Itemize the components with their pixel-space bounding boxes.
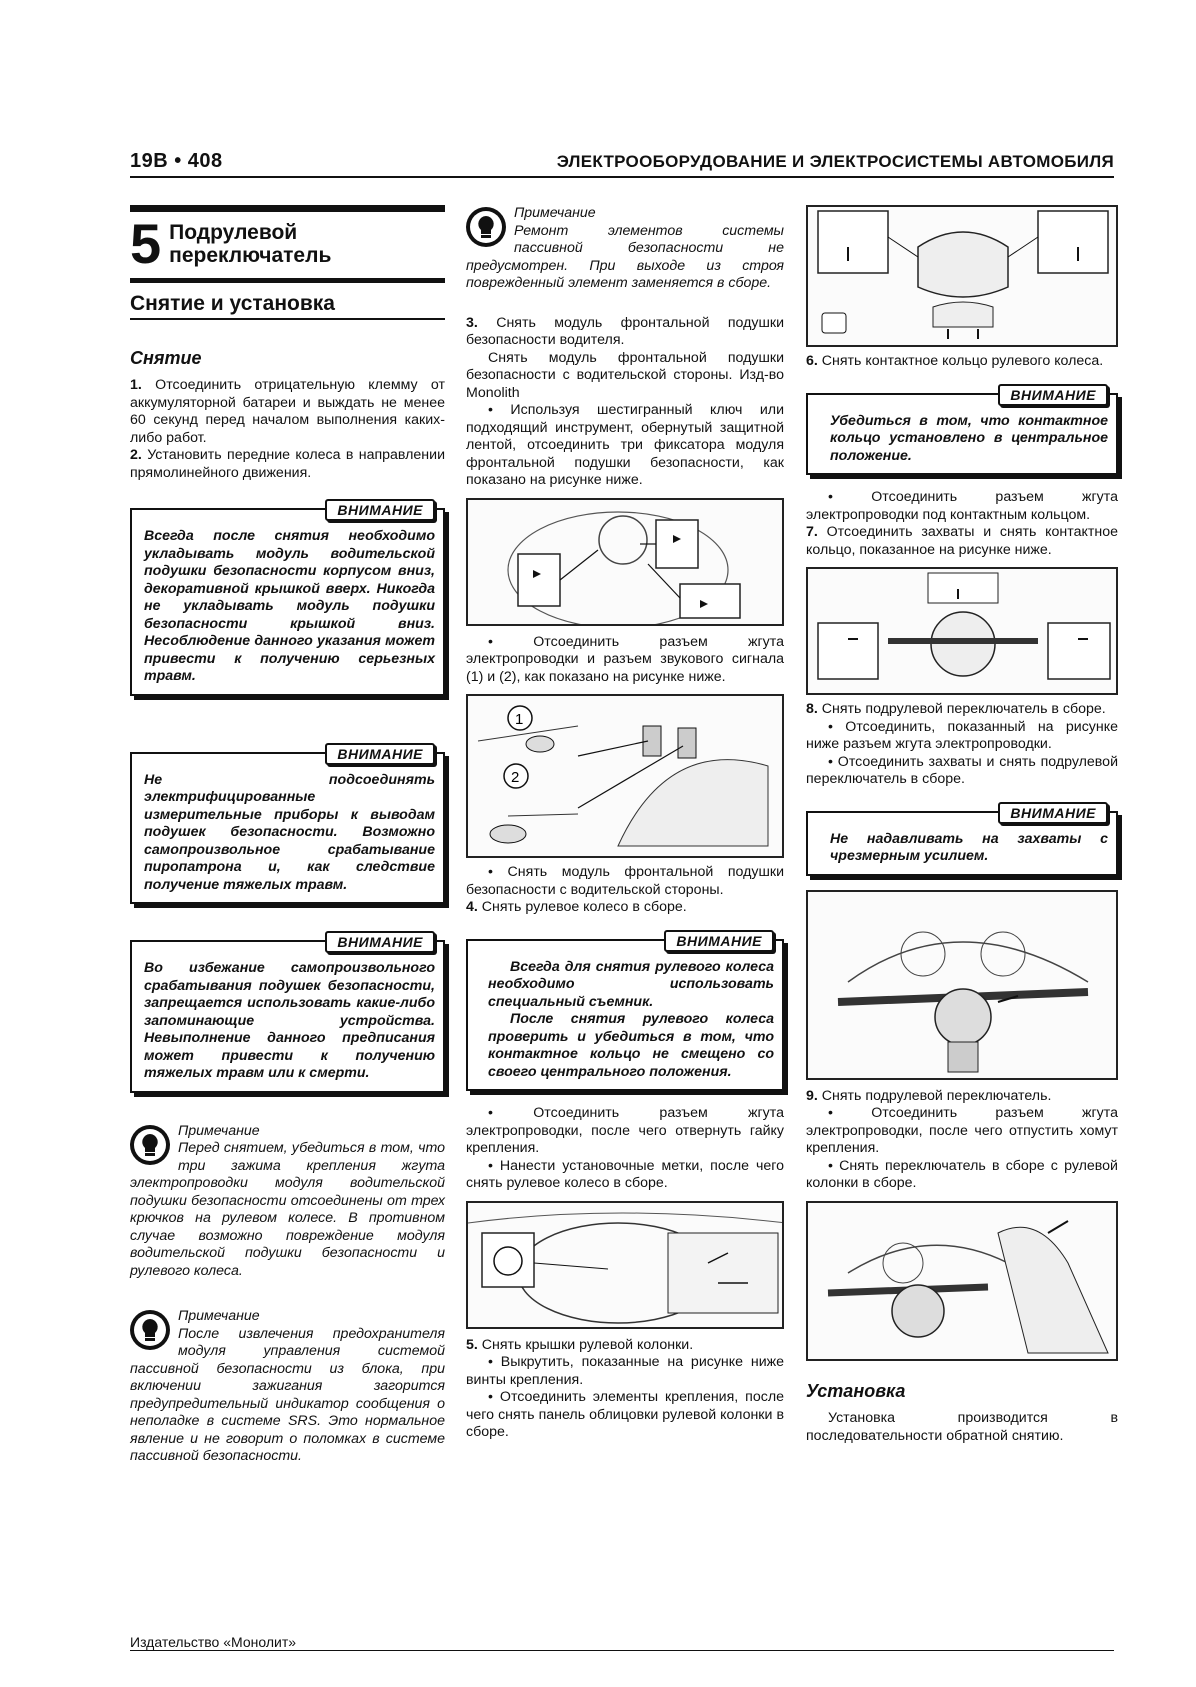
step-5: 5. Снять крышки рулевой колонки. bbox=[466, 1336, 694, 1353]
callout-1: 1 bbox=[515, 711, 524, 728]
warning-label: ВНИМАНИЕ bbox=[998, 384, 1108, 406]
step-4-bullet-2: • Нанести установочные метки, после чего снять рулевое колесо в сборе. bbox=[466, 1157, 784, 1191]
subsection-title: Снятие и установка bbox=[130, 292, 335, 315]
step-6: 6. Снять контактное кольцо рулевого колеса. bbox=[806, 353, 1104, 369]
warning-box-6: ВНИМАНИЕ Не надавливать на захваты с чрезмерным усилием. bbox=[806, 811, 1118, 876]
lightbulb-icon bbox=[466, 207, 506, 247]
step-9-bullet-1: • Отсоединить разъем жгута электропроводки, после чего отпустить хомут крепления. bbox=[806, 1105, 1118, 1156]
note-1-text: Перед снятием, убедиться в том, что три зажима крепления жгута электропроводки модуля водительской подушки безопасности отсоединены от трех крючков на рулевом колесе. В противном случае возможно повреждение модуля водительской подушки безопасности и рулевого колеса. bbox=[130, 1140, 445, 1279]
step-3-bullet-2: • Отсоединить разъем жгута электропроводки и разъем звукового сигнала (1) и (2), как показано на рисунке ниже. bbox=[466, 633, 784, 685]
warning-4-text-b: После снятия рулевого колеса проверить и убедиться в том, что контактное кольцо не смещено со своего центрального положения. bbox=[488, 1011, 774, 1080]
chapter-title: ЭЛЕКТРООБОРУДОВАНИЕ И ЭЛЕКТРОСИСТЕМЫ АВТОМОБИЛЯ bbox=[556, 152, 1114, 171]
lightbulb-icon bbox=[130, 1310, 170, 1350]
header-rule bbox=[130, 176, 1114, 178]
warning-box-5: ВНИМАНИЕ Убедиться в том, что контактное кольцо установлено в центральное положение. bbox=[806, 393, 1118, 476]
step-1: 1. Отсоединить отрицательную клемму от аккумуляторной батареи и выждать не менее 60 секунд перед началом выполнения каких-либо работ. bbox=[130, 377, 445, 446]
note-1 bbox=[130, 1123, 445, 1281]
step-7: 7. Отсоединить захваты и снять контактное кольцо, показанное на рисунке ниже. bbox=[806, 524, 1118, 558]
warning-label: ВНИМАНИЕ bbox=[998, 802, 1108, 824]
step-9: 9. Снять подрулевой переключатель. bbox=[806, 1087, 1052, 1104]
subsection-rule bbox=[130, 318, 445, 320]
column-1 bbox=[130, 205, 445, 1466]
install-heading: Установка bbox=[806, 1380, 906, 1401]
step-8-bullet-1: • Отсоединить, показанный на рисунке ниже разъем жгута электропроводки. bbox=[806, 718, 1118, 752]
step-3-bullet-3: • Снять модуль фронтальной подушки безопасности с водительской стороны. bbox=[466, 864, 784, 898]
lightbulb-icon bbox=[130, 1125, 170, 1165]
warning-box-3: ВНИМАНИЕ Во избежание самопроизвольного срабатывания подушек безопасности, запрещается использовать какие-либо запоминающие устройства. Невыполнение данного предписания может привести к получению тяжелых травм или к смерти. bbox=[130, 940, 445, 1093]
figure-combination-switch bbox=[806, 890, 1118, 1080]
step-9-bullet-2: • Снять переключатель в сборе с рулевой колонки в сборе. bbox=[806, 1157, 1118, 1191]
warning-label: ВНИМАНИЕ bbox=[664, 930, 774, 952]
section-bar-top bbox=[130, 205, 445, 212]
step-8: 8. Снять подрулевой переключатель в сборе. bbox=[806, 701, 1106, 717]
note-3 bbox=[466, 205, 784, 293]
figure-clock-spring bbox=[806, 567, 1118, 695]
step-4: 4. Снять рулевое колесо в сборе. bbox=[466, 899, 687, 915]
note-3-text: Ремонт элементов системы пассивной безопасности не предусмотрен. При выходе из строя поврежденный элемент заменяется в сборе. bbox=[466, 222, 784, 291]
step-3-bullet-1: • Используя шестигранный ключ или подходящий инструмент, обернутый защитной лентой, отсоединить три фиксатора модуля фронтальной подушки безопасности, как показано на рисунке ниже. bbox=[466, 402, 784, 488]
figure-connectors bbox=[466, 694, 784, 858]
publisher-footer: Издательство «Монолит» bbox=[130, 1634, 297, 1650]
footer-rule bbox=[130, 1650, 1114, 1651]
section-bar-bottom bbox=[130, 278, 445, 283]
figure-column-covers bbox=[806, 205, 1118, 347]
section-title: Подрулевой переключатель bbox=[169, 221, 332, 267]
warning-box-4 bbox=[466, 932, 784, 1092]
column-3 bbox=[806, 205, 1118, 1445]
step-3: 3. Снять модуль фронтальной подушки безопасности водителя. bbox=[466, 314, 784, 348]
warning-4-text: Всегда для снятия рулевого колеса необходимо использовать специальный съемник. bbox=[488, 958, 774, 1010]
install-text: Установка производится в последовательности обратной снятию. bbox=[806, 1410, 1118, 1444]
step-4-bullet-1: • Отсоединить разъем жгута электропроводки, после чего отвернуть гайку крепления. bbox=[466, 1105, 784, 1156]
column-2 bbox=[466, 205, 784, 1442]
section-number: 5 bbox=[130, 212, 162, 275]
warning-label: ВНИМАНИЕ bbox=[325, 743, 435, 765]
note-title: Примечание bbox=[178, 1308, 260, 1324]
warning-box-2: ВНИМАНИЕ Не подсоединять электрифицированные измерительные приборы к выводам подушек безопасности. Возможно самопроизвольное срабатывание пиропатрона и, как следствие получение тяжелых травм. bbox=[130, 752, 445, 905]
removal-heading: Снятие bbox=[130, 347, 202, 368]
step-6-bullet-1: • Отсоединить разъем жгута электропроводки под контактным кольцом. bbox=[806, 489, 1118, 523]
callout-2: 2 bbox=[511, 769, 520, 786]
figure-steering-wheel bbox=[466, 1201, 784, 1329]
step-5-bullet-2: • Отсоединить элементы крепления, после чего снять панель облицовки рулевой колонки в сборе. bbox=[466, 1389, 784, 1440]
figure-switch-removal bbox=[806, 1201, 1118, 1361]
step-3-text: Снять модуль фронтальной подушки безопасности с водительской стороны. Изд-во Monolith bbox=[466, 349, 784, 401]
warning-label: ВНИМАНИЕ bbox=[325, 499, 435, 521]
section-heading bbox=[130, 205, 445, 283]
page-number: 19B • 408 bbox=[130, 150, 223, 172]
step-2: 2. Установить передние колеса в направлении прямолинейного движения. bbox=[130, 447, 445, 481]
note-title: Примечание bbox=[178, 1122, 260, 1139]
note-title: Примечание bbox=[514, 205, 596, 221]
figure-airbag-fasteners bbox=[466, 498, 784, 626]
note-2 bbox=[130, 1308, 445, 1466]
warning-box-1: ВНИМАНИЕ Всегда после снятия необходимо укладывать модуль водительской подушки безопасности корпусом вниз, декоративной крышкой вверх. Никогда не укладывать модуль подушки безопасности крышкой вниз. Несоблюдение данного указания может привести к получению серьезных травм. bbox=[130, 508, 445, 696]
warning-label: ВНИМАНИЕ bbox=[325, 931, 435, 953]
step-5-bullet-1: • Выкрутить, показанные на рисунке ниже винты крепления. bbox=[466, 1354, 784, 1388]
note-2-text: После извлечения предохранителя модуля управления системой пассивной безопасности из блока, при включении зажигания загорится предупредительный индикатор сообщения о неполадке в системе SRS. Это нормальное явление и не говорит о поломках в системе пассивной безопасности. bbox=[130, 1325, 445, 1464]
step-8-bullet-2: • Отсоединить захваты и снять подрулевой переключатель в сборе. bbox=[806, 753, 1118, 787]
